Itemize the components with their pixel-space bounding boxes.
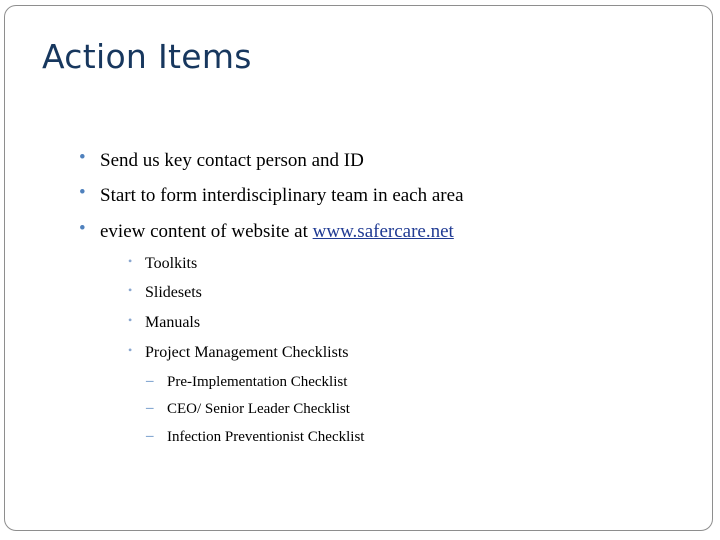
bullet-text-with-link: [100, 221, 454, 243]
sub-bullet-marker: •: [128, 313, 133, 327]
bullet-text: eview content of website at: [100, 221, 313, 242]
checklist-text: Infection Preventionist Checklist: [167, 429, 365, 445]
bullet-marker: •: [79, 182, 86, 203]
sub-bullet-text: Toolkits: [145, 255, 198, 272]
sub-bullet-marker: •: [128, 343, 133, 357]
bullet-marker: •: [79, 147, 86, 168]
website-link[interactable]: www.safercare.net: [312, 221, 454, 242]
dash-marker: –: [146, 373, 154, 389]
sub-bullet-text: Manuals: [145, 314, 201, 331]
bullet-text: Send us key contact person and ID: [100, 150, 364, 171]
sub-bullet-text: Project Management Checklists: [145, 344, 349, 361]
dash-marker: –: [146, 400, 154, 416]
bullet-marker: •: [79, 218, 86, 239]
sub-bullet-text: Slidesets: [145, 284, 202, 301]
bullet-text: Start to form interdisciplinary team in each area: [100, 185, 464, 206]
slide-title: Action Items: [42, 37, 252, 76]
sub-bullet-marker: •: [128, 254, 133, 268]
checklist-text: CEO/ Senior Leader Checklist: [167, 401, 350, 417]
dash-marker: –: [146, 428, 154, 444]
checklist-text: Pre-Implementation Checklist: [167, 374, 348, 390]
sub-bullet-marker: •: [128, 283, 133, 297]
